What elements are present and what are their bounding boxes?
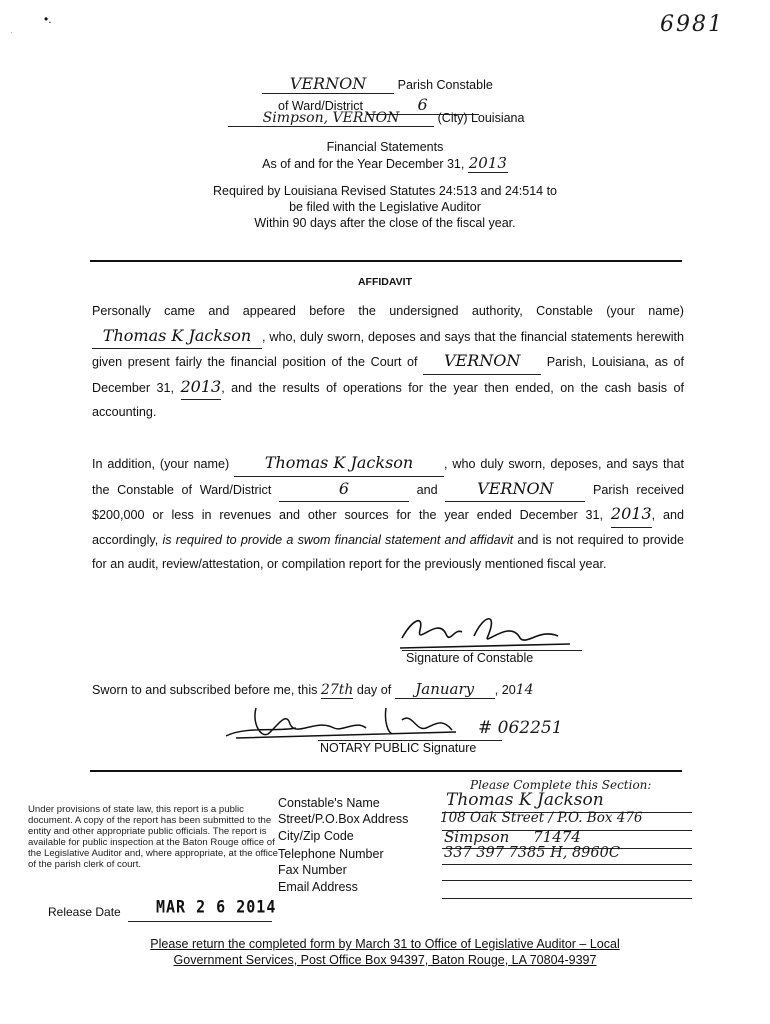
p2-constable-name: Thomas K Jackson [234, 451, 444, 477]
p1-text-c: Parish, Louisiana, as of December 31, [92, 355, 685, 395]
notary-signature [216, 698, 516, 746]
contact-label-phone: Telephone Number [278, 847, 384, 861]
constable-signature-label: Signature of Constable [406, 651, 534, 665]
p2-text-f: and is not required to provide for an audit, review/attestation, or compilation report for the previously mentioned fiscal year. [92, 532, 684, 571]
divider-bottom [90, 770, 682, 772]
statute-line-3: Within 90 days after the close of the fiscal year. [254, 216, 516, 230]
scan-mark: •. [44, 12, 52, 26]
p2-year: 2013 [611, 502, 652, 528]
contact-line-phone [442, 864, 692, 865]
p2-text-a: In addition, (your name) [92, 457, 230, 471]
p1-parish: VERNON [423, 349, 541, 375]
p2-text-d: Parish received $200,000 or less in revenues and other sources for the year ended December 31, [92, 482, 684, 522]
p1-text-d: , and the results of operations for the year then ended, on the cash basis of accounting. [92, 380, 684, 419]
p2-ward: 6 [279, 477, 409, 503]
ward-label: of Ward/District [278, 99, 363, 113]
contact-label-fax: Fax Number [278, 863, 347, 877]
sworn-day: 27th [320, 682, 354, 698]
contact-value-address: 108 Oak Street / P.O. Box 476 [440, 810, 643, 826]
fs-year-prefix: As of and for the Year December 31, [262, 157, 465, 171]
fs-title: Financial Statements [326, 140, 444, 154]
footer-line-1: Please return the completed form by March 31 to Office of Legislative Auditor – Local [150, 937, 620, 951]
city-line [228, 110, 548, 132]
parish-label: Parish Constable [397, 78, 493, 92]
scan-mark: · [10, 28, 13, 37]
affidavit-title: AFFIDAVIT [357, 276, 413, 288]
p1-constable-name: Thomas K Jackson [92, 324, 262, 350]
p2-text-e: , and accordingly, [92, 508, 684, 547]
contact-value-phone: 337 397 7385 H, 8960C [444, 845, 620, 861]
fs-year-value: 2013 [468, 154, 507, 172]
ward-value: 6 [367, 95, 479, 115]
statute-line-1: Required by Louisiana Revised Statutes 24:513 and 24:514 to [213, 184, 557, 198]
contact-label-address: Street/P.O.Box Address [278, 812, 409, 826]
p1-text-a: Personally came and appeared before the undersigned authority, Constable (your name) [92, 304, 684, 318]
contact-value-city: Simpson 71474 [444, 828, 581, 846]
city-value: Simpson, VERNON [228, 110, 434, 127]
release-date-label: Release Date [48, 905, 121, 919]
sworn-month: January [395, 680, 495, 699]
parish-line [262, 74, 532, 96]
divider-top [90, 260, 682, 262]
p1-year: 2013 [181, 375, 222, 401]
p1-text-b: , who, duly sworn, deposes and says that the financial statements herewith given present fairly the financial position of the Court of [92, 329, 684, 369]
contact-value-name: Thomas K Jackson [446, 790, 604, 810]
contact-section-title: Please Complete this Section: [470, 778, 652, 792]
legal-note: Under provisions of state law, this report is a public document. A copy of the report has been submitted to the entity and other appropriate public officials. The report is available for public inspection at the Baton Rouge office of the Legislative Auditor and, where appropriate, at the office of the parish clerk of court. [28, 804, 278, 870]
fs-year-line [230, 154, 540, 173]
statute-line-2: be filed with the Legislative Auditor [289, 200, 481, 214]
contact-label-city: City/Zip Code [278, 829, 354, 843]
sworn-text-a: Sworn to and subscribed before me, this [92, 683, 318, 697]
p2-parish: VERNON [445, 477, 585, 503]
sworn-year: 14 [515, 682, 534, 698]
p2-text-c: and [416, 482, 438, 497]
footer-line-2: Government Services, Post Office Box 94397, Baton Rouge, LA 70804-9397 [173, 953, 597, 967]
contact-label-email: Email Address [278, 880, 358, 894]
notary-number: # 062251 [478, 718, 563, 738]
contact-line-fax [442, 880, 692, 881]
sworn-year-prefix: , 20 [494, 683, 516, 697]
p2-text-b: , who duly sworn, deposes, and says that the Constable of Ward/District [92, 457, 684, 497]
release-date-line [128, 921, 272, 922]
contact-line-email [442, 898, 692, 899]
sworn-line [92, 680, 612, 699]
notary-signature-label: NOTARY PUBLIC Signature [320, 741, 477, 755]
city-label: (City) Louisiana [437, 111, 525, 125]
parish-value: VERNON [262, 74, 394, 94]
document-number: 6981 [660, 12, 724, 37]
sworn-text-b: day of [356, 683, 392, 697]
affidavit-paragraph-2 [92, 451, 684, 577]
p2-italic: is required to provide a swom financial statement and affidavit [162, 532, 514, 547]
release-date-stamp: MAR 2 6 2014 [156, 897, 277, 917]
contact-label-name: Constable's Name [278, 796, 380, 810]
affidavit-paragraph-1 [92, 299, 684, 425]
